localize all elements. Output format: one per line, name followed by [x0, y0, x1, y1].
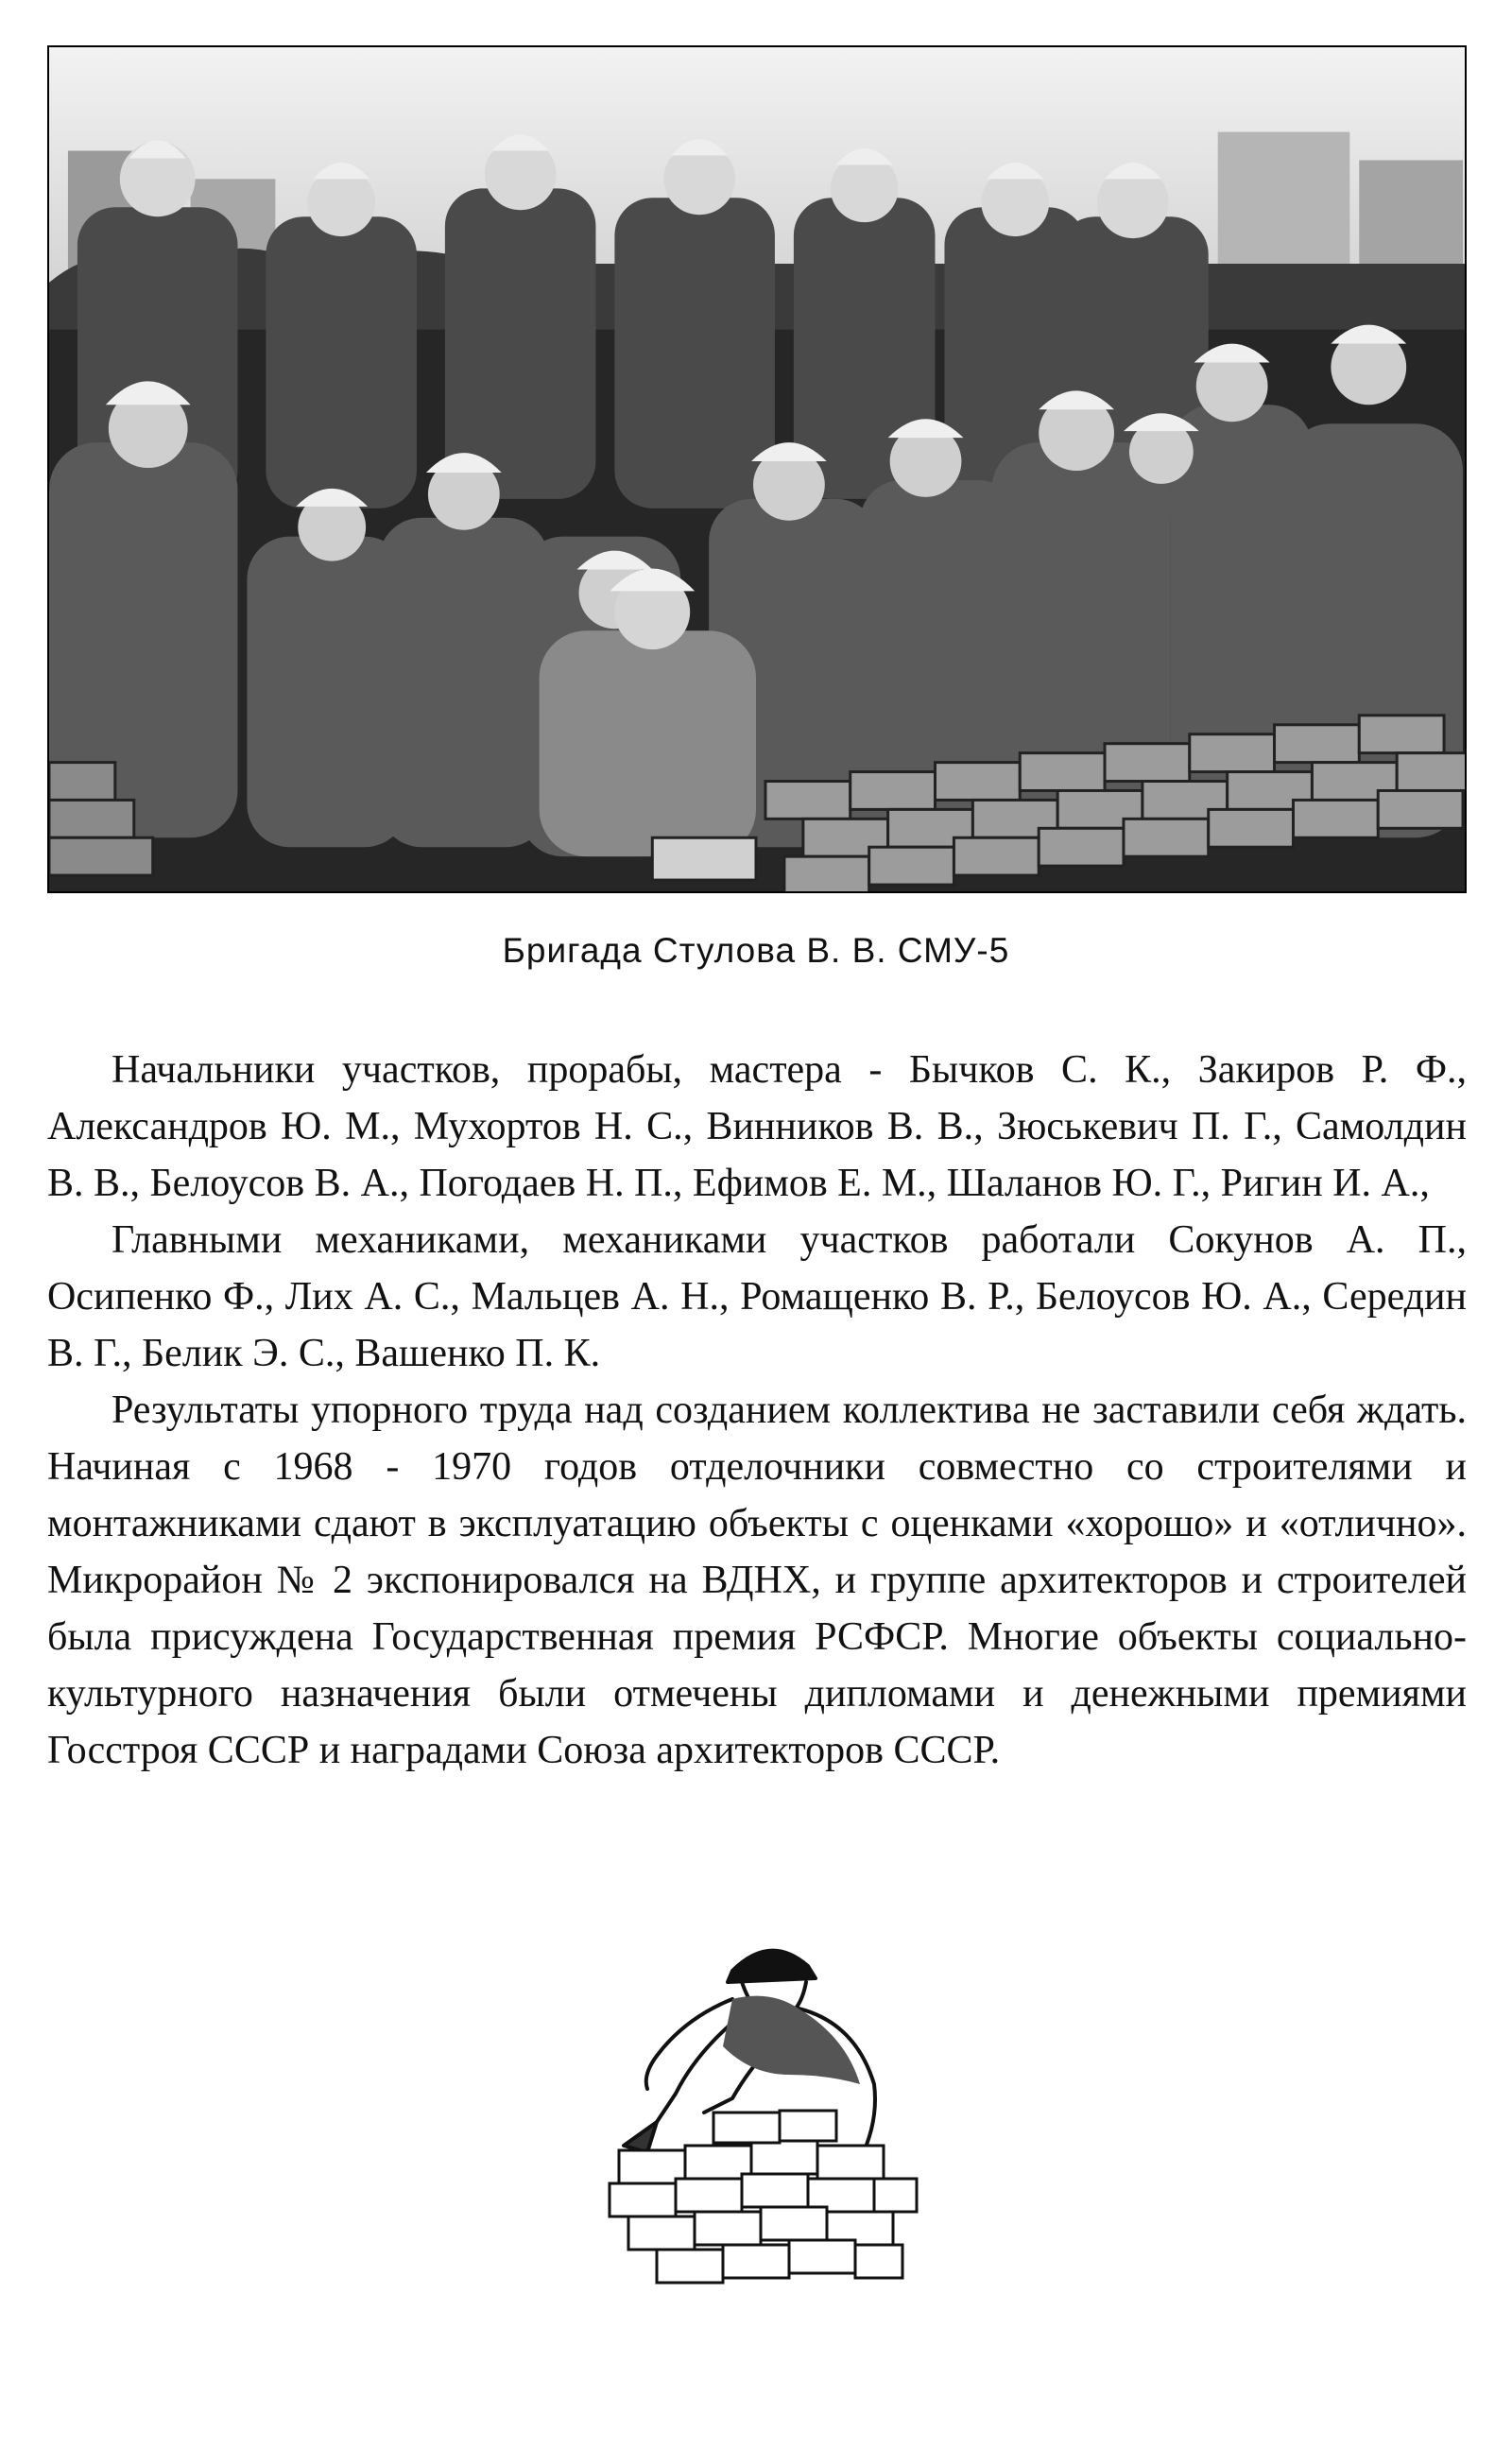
- body-text: [47, 1042, 1467, 1779]
- group-photo-illustration: [49, 47, 1465, 891]
- paragraph: Начальники участков, прорабы, мастера - Бычков С. К., Закиров Р. Ф., Александров Ю. М., Мухортов Н. С., Винников В. В., Зюськевич П. Г., Самолдин В. В., Белоусов В. А., Погодаев Н. П., Ефимов Е. М., Шаланов Ю. Г., Ригин И. А.,: [47, 1048, 1467, 1205]
- bricklayer-illustration: [591, 1933, 926, 2292]
- photo-caption: Бригада Стулова В. В. СМУ-5: [502, 931, 1010, 970]
- paragraph: Главными механиками, механиками участков работали Сокунов А. П., Осипенко Ф., Лих А. С., Мальцев А. Н., Ромащенко В. Р., Белоусов Ю. А., Середин В. Г., Белик Э. С., Вашенко П. К.: [47, 1218, 1467, 1375]
- group-photo: [47, 45, 1467, 893]
- paragraph: Результаты упорного труда над созданием коллектива не заставили себя ждать. Начиная с 1968 - 1970 годов отделочники совместно со строителями и монтажниками сдают в эксплуатацию объекты с оценками «хорошо» и «отлично». Микрорайон № 2 экспонировался на ВДНХ, и группе архитекторов и строителей была присуждена Государственная премия РСФСР. Многие объекты социально-культурного назначения были отмечены дипломами и денежными премиями Госстроя СССР и наградами Союза архитекторов СССР.: [47, 1388, 1467, 1772]
- bricklayer-icon: [591, 1933, 926, 2292]
